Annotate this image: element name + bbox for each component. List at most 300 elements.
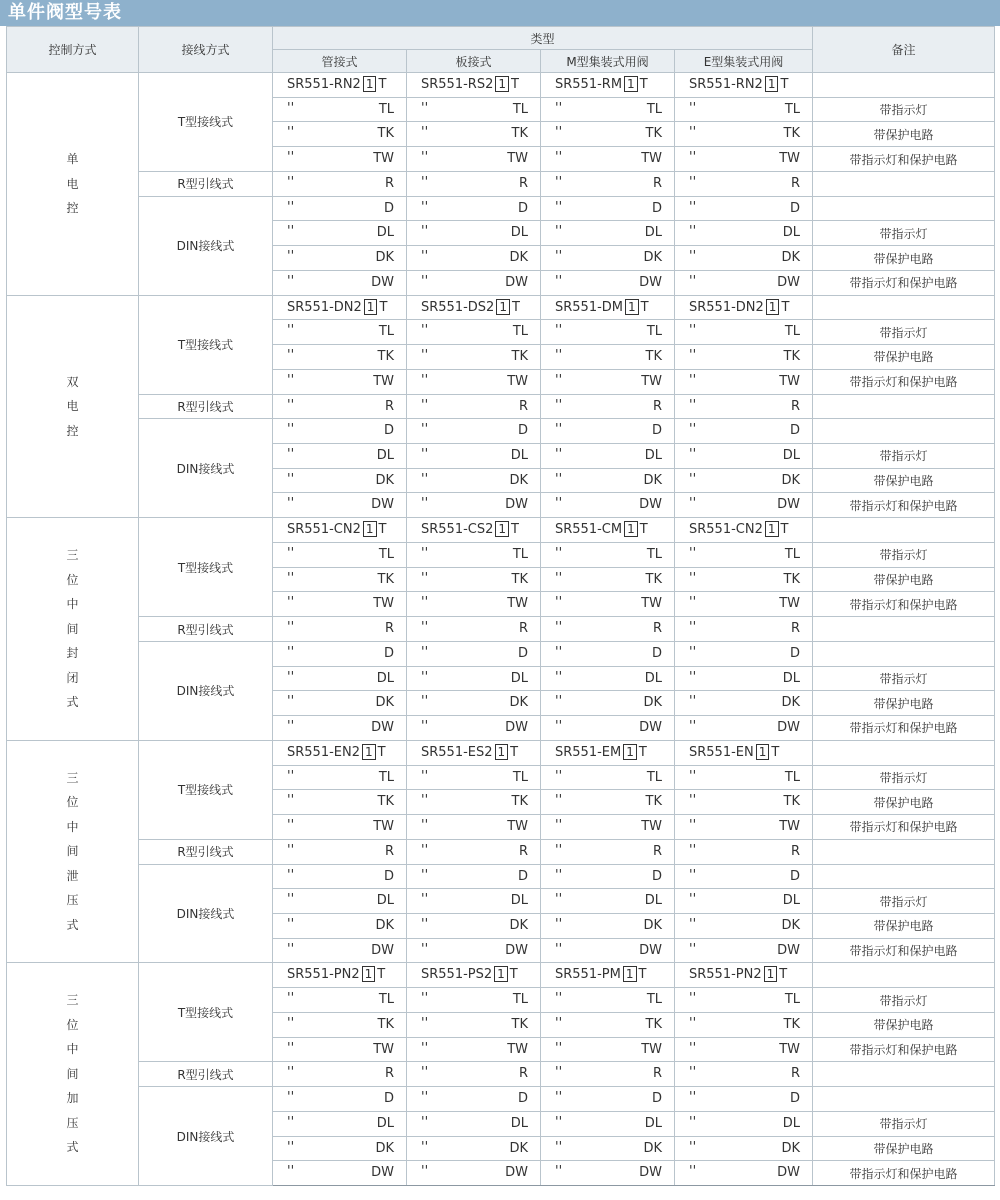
ditto-mark: '' — [555, 224, 563, 240]
model-suffix: T — [511, 77, 519, 92]
ditto-mark: '' — [287, 1090, 295, 1106]
table-row — [7, 196, 995, 221]
model-cell — [407, 1111, 541, 1136]
ditto-mark: '' — [287, 348, 295, 364]
ditto-mark: '' — [421, 1065, 429, 1081]
model-cell — [273, 518, 407, 543]
model-suffix: R — [518, 843, 528, 859]
wiring-method-cell: T型接线式 — [139, 740, 273, 839]
model-suffix: TL — [646, 101, 662, 117]
model-suffix: DL — [644, 893, 662, 909]
model-cell — [407, 97, 541, 122]
remark-cell: 带指示灯和保护电路 — [813, 1037, 995, 1062]
wiring-method-cell: T型接线式 — [139, 963, 273, 1062]
model-suffix: TW — [373, 373, 394, 389]
model-cell — [273, 171, 407, 196]
model-cell — [675, 864, 813, 889]
model-cell — [273, 444, 407, 469]
model-code — [555, 76, 648, 92]
model-suffix: DW — [777, 274, 801, 290]
table-row — [7, 171, 995, 196]
control-method-char: 间 — [66, 621, 79, 636]
ditto-mark: '' — [555, 150, 563, 166]
ditto-mark: '' — [555, 1065, 563, 1081]
remark-cell: 带指示灯和保护电路 — [813, 938, 995, 963]
model-suffix: TW — [779, 819, 801, 835]
model-code — [689, 744, 779, 760]
model-cell — [541, 592, 675, 617]
ditto-mark: '' — [689, 620, 697, 636]
ditto-mark: '' — [421, 471, 429, 487]
model-cell — [273, 419, 407, 444]
model-cell — [407, 963, 541, 988]
remark-cell — [813, 641, 995, 666]
ditto-mark: '' — [421, 125, 429, 141]
header-type-e-manifold: E型集装式用阀 — [675, 50, 813, 73]
model-suffix: TL — [784, 992, 801, 1008]
model-cell — [675, 839, 813, 864]
wiring-method-cell: R型引线式 — [139, 839, 273, 864]
model-cell — [407, 394, 541, 419]
model-suffix: T — [639, 522, 648, 538]
model-cell — [541, 444, 675, 469]
ditto-mark: '' — [287, 1164, 295, 1180]
ditto-mark: '' — [689, 719, 697, 735]
ditto-mark: '' — [287, 842, 295, 858]
model-suffix: DL — [376, 1115, 394, 1131]
ditto-mark: '' — [555, 372, 563, 388]
model-cell — [541, 196, 675, 221]
ditto-mark: '' — [421, 1114, 429, 1130]
model-cell — [273, 73, 407, 98]
ditto-mark: '' — [421, 224, 429, 240]
model-cell — [407, 815, 541, 840]
model-suffix: D — [790, 423, 801, 439]
ditto-mark: '' — [555, 793, 563, 809]
model-cell — [407, 1012, 541, 1037]
model-suffix: DK — [375, 695, 394, 711]
header-type-plate: 板接式 — [407, 50, 541, 73]
model-cell — [541, 369, 675, 394]
ditto-mark: '' — [689, 224, 697, 240]
model-suffix: DW — [371, 1165, 394, 1181]
model-cell — [541, 790, 675, 815]
model-prefix: SR551-RS2 — [421, 77, 494, 92]
ditto-mark: '' — [555, 694, 563, 710]
control-method-char: 控 — [66, 423, 79, 438]
model-suffix: T — [511, 522, 519, 538]
remark-cell: 带指示灯 — [813, 320, 995, 345]
ditto-mark: '' — [287, 249, 295, 265]
model-cell — [675, 740, 813, 765]
ditto-mark: '' — [421, 867, 429, 883]
ditto-mark: '' — [689, 273, 697, 289]
ditto-mark: '' — [421, 397, 429, 413]
model-cell — [273, 542, 407, 567]
model-code — [287, 521, 386, 537]
model-suffix: DK — [509, 472, 528, 488]
model-suffix: DW — [505, 720, 528, 736]
table-body — [7, 73, 995, 1186]
model-prefix: SR551-PN2 — [287, 967, 360, 983]
ditto-mark: '' — [555, 273, 563, 289]
model-suffix: TW — [507, 596, 528, 612]
model-suffix: DK — [375, 472, 394, 488]
ditto-mark: '' — [555, 570, 563, 586]
model-code — [689, 299, 789, 315]
ditto-mark: '' — [421, 1164, 429, 1180]
model-cell — [273, 394, 407, 419]
model-suffix: DK — [509, 1140, 528, 1156]
model-cell — [675, 518, 813, 543]
model-cell — [541, 171, 675, 196]
model-suffix: DK — [643, 1140, 662, 1156]
model-cell — [273, 493, 407, 518]
model-cell — [407, 641, 541, 666]
model-suffix: DL — [782, 1115, 801, 1131]
model-suffix: DL — [644, 448, 662, 464]
ditto-mark: '' — [421, 174, 429, 190]
model-cell — [541, 691, 675, 716]
model-cell — [273, 1136, 407, 1161]
model-code — [689, 521, 788, 537]
wiring-method-cell: DIN接线式 — [139, 196, 273, 295]
model-cell — [675, 567, 813, 592]
ditto-mark: '' — [689, 892, 697, 908]
model-cell — [541, 716, 675, 741]
model-suffix: TK — [645, 1016, 662, 1032]
ditto-mark: '' — [287, 991, 295, 1007]
table-row — [7, 394, 995, 419]
ditto-mark: '' — [287, 620, 295, 636]
model-cell — [407, 666, 541, 691]
model-cell — [407, 988, 541, 1013]
model-cell — [273, 567, 407, 592]
model-prefix: SR551-DS2 — [421, 299, 495, 315]
model-suffix: TK — [645, 349, 662, 365]
model-cell — [541, 394, 675, 419]
remark-cell: 带保护电路 — [813, 913, 995, 938]
model-prefix: SR551-RM — [555, 77, 623, 92]
model-suffix: DK — [643, 472, 662, 488]
model-suffix: R — [518, 621, 528, 637]
model-suffix: DL — [510, 225, 528, 241]
model-cell — [273, 196, 407, 221]
model-prefix: SR551-CN2 — [287, 522, 361, 538]
model-cell — [407, 864, 541, 889]
model-suffix: T — [511, 299, 520, 315]
remark-cell: 带指示灯 — [813, 765, 995, 790]
model-suffix: TK — [511, 794, 528, 810]
model-suffix: DK — [375, 250, 394, 266]
model-suffix: TL — [784, 546, 801, 562]
model-cell — [407, 444, 541, 469]
ditto-mark: '' — [689, 422, 697, 438]
model-suffix: D — [651, 423, 662, 439]
model-prefix: SR551-DN2 — [689, 299, 764, 315]
model-suffix: TK — [511, 571, 528, 587]
model-cell — [541, 864, 675, 889]
model-cell — [675, 1111, 813, 1136]
ditto-mark: '' — [555, 892, 563, 908]
model-suffix: DK — [781, 1140, 801, 1156]
model-cell — [273, 790, 407, 815]
model-cell — [273, 1087, 407, 1112]
model-cell — [541, 1037, 675, 1062]
model-suffix: DW — [371, 497, 394, 513]
ditto-mark: '' — [421, 595, 429, 611]
ditto-mark: '' — [689, 595, 697, 611]
model-suffix: R — [384, 398, 394, 414]
ditto-mark: '' — [287, 768, 295, 784]
model-suffix: DL — [376, 225, 394, 241]
header-type-group: 类型 — [273, 27, 813, 50]
model-code — [555, 966, 646, 982]
ditto-mark: '' — [287, 397, 295, 413]
control-method-char: 控 — [66, 201, 79, 216]
model-suffix: TW — [779, 1041, 801, 1057]
model-suffix: TK — [511, 349, 528, 365]
model-suffix: D — [517, 1091, 528, 1107]
model-suffix: TW — [641, 819, 662, 835]
remark-cell: 带指示灯和保护电路 — [813, 493, 995, 518]
model-code — [421, 966, 518, 982]
remark-cell: 带保护电路 — [813, 567, 995, 592]
model-cell — [407, 1062, 541, 1087]
ditto-mark: '' — [555, 991, 563, 1007]
model-suffix: R — [518, 1066, 528, 1082]
ditto-mark: '' — [689, 793, 697, 809]
remark-cell: 带指示灯和保护电路 — [813, 1161, 995, 1186]
model-cell — [675, 938, 813, 963]
model-cell — [541, 839, 675, 864]
model-suffix: T — [640, 299, 649, 315]
model-suffix: D — [383, 200, 394, 216]
model-cell — [273, 1012, 407, 1037]
ditto-mark: '' — [555, 348, 563, 364]
model-suffix: TW — [373, 819, 394, 835]
control-method-char: 中 — [66, 819, 79, 834]
ditto-mark: '' — [421, 991, 429, 1007]
remark-cell — [813, 617, 995, 642]
model-size-box: 1 — [362, 744, 376, 760]
model-cell — [675, 394, 813, 419]
model-cell — [675, 468, 813, 493]
model-cell — [273, 1161, 407, 1186]
control-method-char: 位 — [66, 572, 79, 587]
model-cell — [675, 1161, 813, 1186]
model-suffix: TL — [378, 324, 394, 340]
model-cell — [675, 666, 813, 691]
wiring-method-cell: T型接线式 — [139, 73, 273, 172]
ditto-mark: '' — [555, 595, 563, 611]
model-cell — [273, 270, 407, 295]
table-row — [7, 73, 995, 98]
model-code — [555, 299, 649, 315]
ditto-mark: '' — [421, 372, 429, 388]
model-suffix: DL — [510, 1115, 528, 1131]
model-suffix: TL — [512, 324, 528, 340]
model-prefix: SR551-ES2 — [421, 744, 493, 760]
model-suffix: DL — [510, 448, 528, 464]
model-cell — [407, 592, 541, 617]
model-suffix: T — [771, 744, 780, 760]
ditto-mark: '' — [555, 323, 563, 339]
model-cell — [541, 1012, 675, 1037]
model-cell — [541, 221, 675, 246]
ditto-mark: '' — [287, 273, 295, 289]
ditto-mark: '' — [555, 818, 563, 834]
ditto-mark: '' — [555, 916, 563, 932]
model-code — [287, 966, 385, 982]
model-suffix: R — [384, 175, 394, 191]
model-suffix: R — [790, 621, 801, 637]
remark-cell: 带指示灯 — [813, 221, 995, 246]
model-prefix: SR551-PN2 — [689, 967, 762, 983]
model-suffix: D — [517, 423, 528, 439]
ditto-mark: '' — [421, 644, 429, 660]
wiring-method-cell: R型引线式 — [139, 394, 273, 419]
ditto-mark: '' — [555, 842, 563, 858]
model-cell — [541, 518, 675, 543]
model-cell — [541, 988, 675, 1013]
model-cell — [675, 815, 813, 840]
header-control: 控制方式 — [7, 27, 139, 73]
model-code — [421, 299, 520, 315]
model-suffix: DW — [777, 720, 801, 736]
model-cell — [675, 270, 813, 295]
model-cell — [675, 691, 813, 716]
model-suffix: DK — [375, 1140, 394, 1156]
model-suffix: TK — [645, 794, 662, 810]
model-cell — [541, 567, 675, 592]
ditto-mark: '' — [421, 496, 429, 512]
model-suffix: R — [384, 621, 394, 637]
model-cell — [675, 221, 813, 246]
ditto-mark: '' — [555, 867, 563, 883]
model-cell — [541, 246, 675, 271]
model-suffix: TW — [641, 596, 662, 612]
ditto-mark: '' — [287, 224, 295, 240]
control-method-char: 封 — [66, 646, 79, 661]
wiring-method-cell: DIN接线式 — [139, 419, 273, 518]
model-suffix: DW — [371, 942, 394, 958]
valve-model-table — [6, 26, 995, 1186]
model-cell — [273, 147, 407, 172]
model-cell — [675, 419, 813, 444]
ditto-mark: '' — [689, 1090, 697, 1106]
model-cell — [675, 1062, 813, 1087]
model-cell — [273, 889, 407, 914]
model-code — [287, 76, 386, 92]
ditto-mark: '' — [689, 842, 697, 858]
model-prefix: SR551-EM — [555, 744, 622, 760]
model-suffix: TL — [646, 769, 662, 785]
model-cell — [273, 938, 407, 963]
wiring-method-cell: R型引线式 — [139, 171, 273, 196]
model-suffix: TK — [645, 126, 662, 142]
remark-cell: 带保护电路 — [813, 1012, 995, 1037]
model-cell — [273, 691, 407, 716]
model-suffix: DW — [505, 1165, 528, 1181]
model-code — [287, 744, 386, 760]
model-cell — [273, 1037, 407, 1062]
model-cell — [675, 444, 813, 469]
ditto-mark: '' — [689, 471, 697, 487]
model-suffix: R — [790, 398, 801, 414]
model-suffix: TL — [512, 992, 528, 1008]
ditto-mark: '' — [689, 1164, 697, 1180]
control-method-char: 式 — [66, 917, 79, 932]
ditto-mark: '' — [421, 818, 429, 834]
ditto-mark: '' — [287, 100, 295, 116]
ditto-mark: '' — [555, 249, 563, 265]
model-suffix: DK — [781, 250, 801, 266]
model-cell — [273, 963, 407, 988]
model-suffix: TL — [512, 546, 528, 562]
ditto-mark: '' — [287, 941, 295, 957]
ditto-mark: '' — [287, 545, 295, 561]
ditto-mark: '' — [287, 1139, 295, 1155]
remark-cell: 带指示灯 — [813, 889, 995, 914]
model-suffix: R — [652, 1066, 662, 1082]
model-size-box: 1 — [364, 299, 378, 315]
ditto-mark: '' — [689, 1065, 697, 1081]
model-cell — [541, 1111, 675, 1136]
model-cell — [407, 518, 541, 543]
control-method-char: 三 — [66, 548, 79, 563]
control-method-char: 间 — [66, 844, 79, 859]
model-code — [689, 966, 787, 982]
model-suffix: D — [383, 423, 394, 439]
model-cell — [541, 913, 675, 938]
model-code — [421, 521, 519, 537]
model-cell — [407, 790, 541, 815]
remark-cell — [813, 171, 995, 196]
model-size-box: 1 — [765, 76, 779, 92]
model-cell — [541, 419, 675, 444]
model-prefix: SR551-PS2 — [421, 967, 493, 983]
remark-cell: 带指示灯和保护电路 — [813, 716, 995, 741]
model-suffix: TK — [783, 1016, 801, 1032]
remark-cell — [813, 1087, 995, 1112]
model-cell — [541, 147, 675, 172]
control-method-char: 闭 — [66, 670, 79, 685]
remark-cell: 带保护电路 — [813, 1136, 995, 1161]
model-cell — [541, 963, 675, 988]
control-method-char: 三 — [66, 993, 79, 1008]
model-cell — [273, 246, 407, 271]
ditto-mark: '' — [287, 818, 295, 834]
model-suffix: TK — [377, 794, 394, 810]
ditto-mark: '' — [555, 1090, 563, 1106]
wiring-method-cell: T型接线式 — [139, 518, 273, 617]
model-size-box: 1 — [623, 744, 637, 760]
model-suffix: D — [651, 645, 662, 661]
model-cell — [407, 295, 541, 320]
ditto-mark: '' — [555, 620, 563, 636]
model-prefix: SR551-CS2 — [421, 522, 494, 538]
model-suffix: T — [638, 967, 647, 983]
model-cell — [273, 592, 407, 617]
model-code — [421, 76, 519, 92]
table-row — [7, 839, 995, 864]
remark-cell — [813, 963, 995, 988]
model-cell — [675, 1136, 813, 1161]
model-suffix: DL — [376, 893, 394, 909]
model-cell — [541, 666, 675, 691]
model-suffix: TK — [783, 571, 801, 587]
